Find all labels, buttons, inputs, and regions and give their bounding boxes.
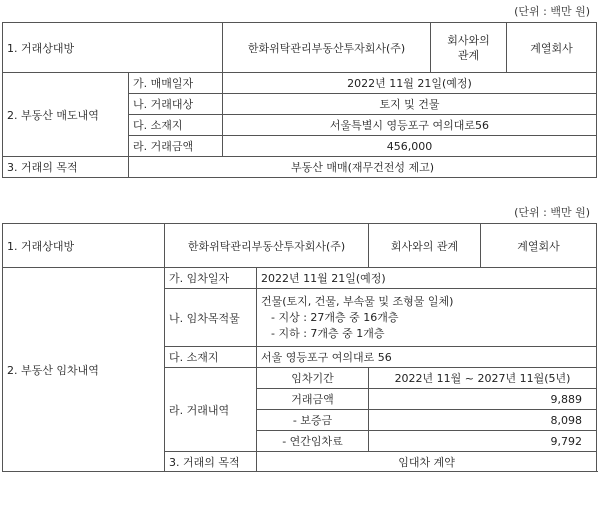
lease-trade-row-label: 임차기간 (257, 368, 369, 389)
lease-trade-row-value: 8,098 (369, 410, 597, 431)
sale-purpose-value: 부동산 매매(재무건전성 제고) (129, 157, 597, 178)
lease-date-label: 가. 임차일자 (165, 268, 257, 289)
sale-row-value: 토지 및 건물 (223, 94, 597, 115)
lease-trade-row-label: - 연간임차료 (257, 431, 369, 452)
lease-object-line: - 지상 : 27개층 중 16개층 (271, 310, 399, 324)
sale-row-label: 다. 소재지 (129, 115, 223, 136)
lease-details-label: 2. 부동산 임차내역 (3, 268, 165, 472)
lease-trade-row-value: 9,889 (369, 389, 597, 410)
sale-row-value: 2022년 11월 21일(예정) (223, 73, 597, 94)
relation-label-line1: 회사와의 (447, 33, 490, 47)
lease-object-value (257, 289, 597, 347)
table-row (3, 268, 597, 289)
lease-purpose-value: 임대차 계약 (257, 452, 597, 472)
relation-label-line2: 관계 (457, 48, 480, 62)
sale-counterparty-name: 한화위탁관리부동산투자회사(주) (223, 23, 431, 73)
lease-trade-row-value: 2022년 11월 ~ 2027년 11월(5년) (369, 368, 597, 389)
lease-location-value: 서울 영등포구 여의대로 56 (257, 347, 597, 368)
lease-location-label: 다. 소재지 (165, 347, 257, 368)
unit-label-2: (단위 : 백만 원) (514, 206, 590, 219)
sale-row-label: 나. 거래대상 (129, 94, 223, 115)
lease-trade-row-label: - 보증금 (257, 410, 369, 431)
sale-row-value: 서울특별시 영등포구 여의대로56 (223, 115, 597, 136)
lease-counterparty-name: 한화위탁관리부동산투자회사(주) (165, 224, 369, 268)
lease-table (2, 223, 597, 472)
lease-object-line: - 지하 : 7개층 중 1개층 (271, 326, 385, 340)
lease-relation-label: 회사와의 관계 (369, 224, 481, 268)
unit-label-1: (단위 : 백만 원) (514, 5, 590, 18)
sale-row-label: 라. 거래금액 (129, 136, 223, 157)
lease-trade-row-value: 9,792 (369, 431, 597, 452)
lease-relation-value: 계열회사 (481, 224, 597, 268)
lease-object-label: 나. 임차목적물 (165, 289, 257, 347)
table-row (3, 73, 597, 94)
lease-date-value: 2022년 11월 21일(예정) (257, 268, 597, 289)
sale-details-label: 2. 부동산 매도내역 (3, 73, 129, 157)
lease-object-line: 건물(토지, 건물, 부속물 및 조형물 일체) (261, 294, 454, 308)
sale-purpose-label: 3. 거래의 목적 (3, 157, 129, 178)
sale-table (2, 22, 597, 178)
lease-purpose-label: 3. 거래의 목적 (165, 452, 257, 472)
sale-row-value: 456,000 (223, 136, 597, 157)
sale-row-label: 가. 매매일자 (129, 73, 223, 94)
sale-relation-label (431, 23, 507, 73)
sale-counterparty-label: 1. 거래상대방 (3, 23, 223, 73)
sale-relation-value: 계열회사 (507, 23, 597, 73)
lease-trade-row-label: 거래금액 (257, 389, 369, 410)
lease-trade-label: 라. 거래내역 (165, 368, 257, 452)
lease-counterparty-label: 1. 거래상대방 (3, 224, 165, 268)
